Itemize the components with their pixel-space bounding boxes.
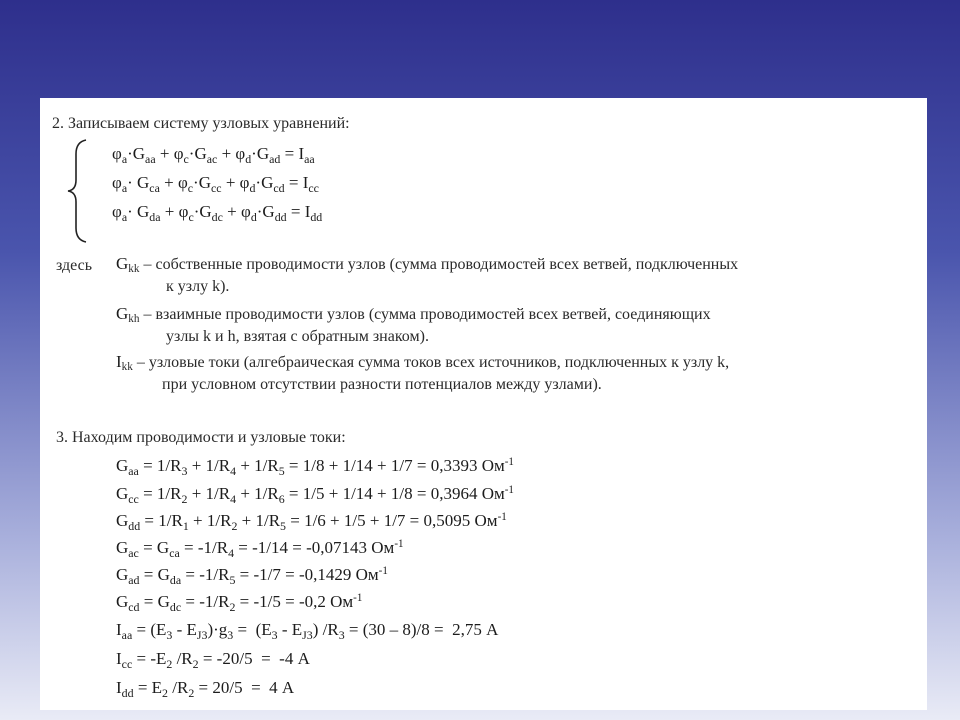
definition-gkh: $G_{kh}$ – взаимные проводимости узлов (сумма проводимостей всех ветвей, соединяющих [116,304,711,326]
equation-icc: $I_{cc} = -E_2$ $/R_2 = -20/5 = -4$ А [116,649,310,671]
system-equation-3: $\varphi_a\cdot G_{da} + \varphi_c\cdot G_{dc} + \varphi_d\cdot G_{dd} = I_{dd}$ [112,202,323,224]
equation-iaa: $I_{aa} = (E_3 - E_{J3})\cdot g_3 = (E_3 - E_{J3}) /R_3 = (30 - 8)/8 = 2,75$ А [116,620,499,642]
definition-ikk-continuation: при условном отсутствии разности потенциалов между узлами). [162,376,602,393]
equation-gad: $G_{ad} = G_{da} = -1/R_5 = -1/7 = -0,1429$ $Ом^{-1}$ [116,565,388,587]
definition-ikk: $I_{kk}$ – узловые токи (алгебраическая сумма токов всех источников, подключенных к узлу k, [116,352,730,374]
system-equation-1: $\varphi_a\cdot G_{aa} + \varphi_c\cdot G_{ac} + \varphi_d\cdot G_{ad} = I_{aa}$ [112,144,315,166]
content-sheet [40,98,927,710]
definition-gkk-continuation: к узлу k). [166,278,230,295]
equation-gcd: $G_{cd} = G_{dc} = -1/R_2 = -1/5 = -0,2$ $Ом^{-1}$ [116,592,363,614]
equation-gaa: $G_{aa} = 1/R_3 + 1/R_4 + 1/R_5 = 1/8 + 1/14 + 1/7 = 0,3393$ $Ом^{-1}$ [116,456,514,478]
system-brace-icon [66,138,90,244]
definition-gkh-continuation: узлы k и h, взятая с обратным знаком). [166,328,429,345]
equation-gac: $G_{ac} = G_{ca} = -1/R_4 = -1/14 = -0,07143$ $Ом^{-1}$ [116,538,404,560]
definition-gkk: $G_{kk}$ – собственные проводимости узлов (сумма проводимостей всех ветвей, подключенных [116,254,739,276]
equation-gdd: $G_{dd} = 1/R_1 + 1/R_2 + 1/R_5 = 1/6 + 1/5 + 1/7 = 0,5095$ $Ом^{-1}$ [116,511,507,533]
equation-gcc: $G_{cc} = 1/R_2 + 1/R_4 + 1/R_6 = 1/5 + 1/14 + 1/8 = 0,3964$ $Ом^{-1}$ [116,484,514,506]
section-3-title: 3. Находим проводимости и узловые токи: [56,429,346,446]
definitions-intro: здесь [56,257,93,274]
equation-idd: $I_{dd} = E_2$ $/R_2 = 20/5 = 4$ А [116,678,295,700]
system-equation-2: $\varphi_a\cdot G_{ca} + \varphi_c\cdot G_{cc} + \varphi_d\cdot G_{cd} = I_{cc}$ [112,173,319,195]
section-2-title: 2. Записываем систему узловых уравнений: [52,115,350,132]
